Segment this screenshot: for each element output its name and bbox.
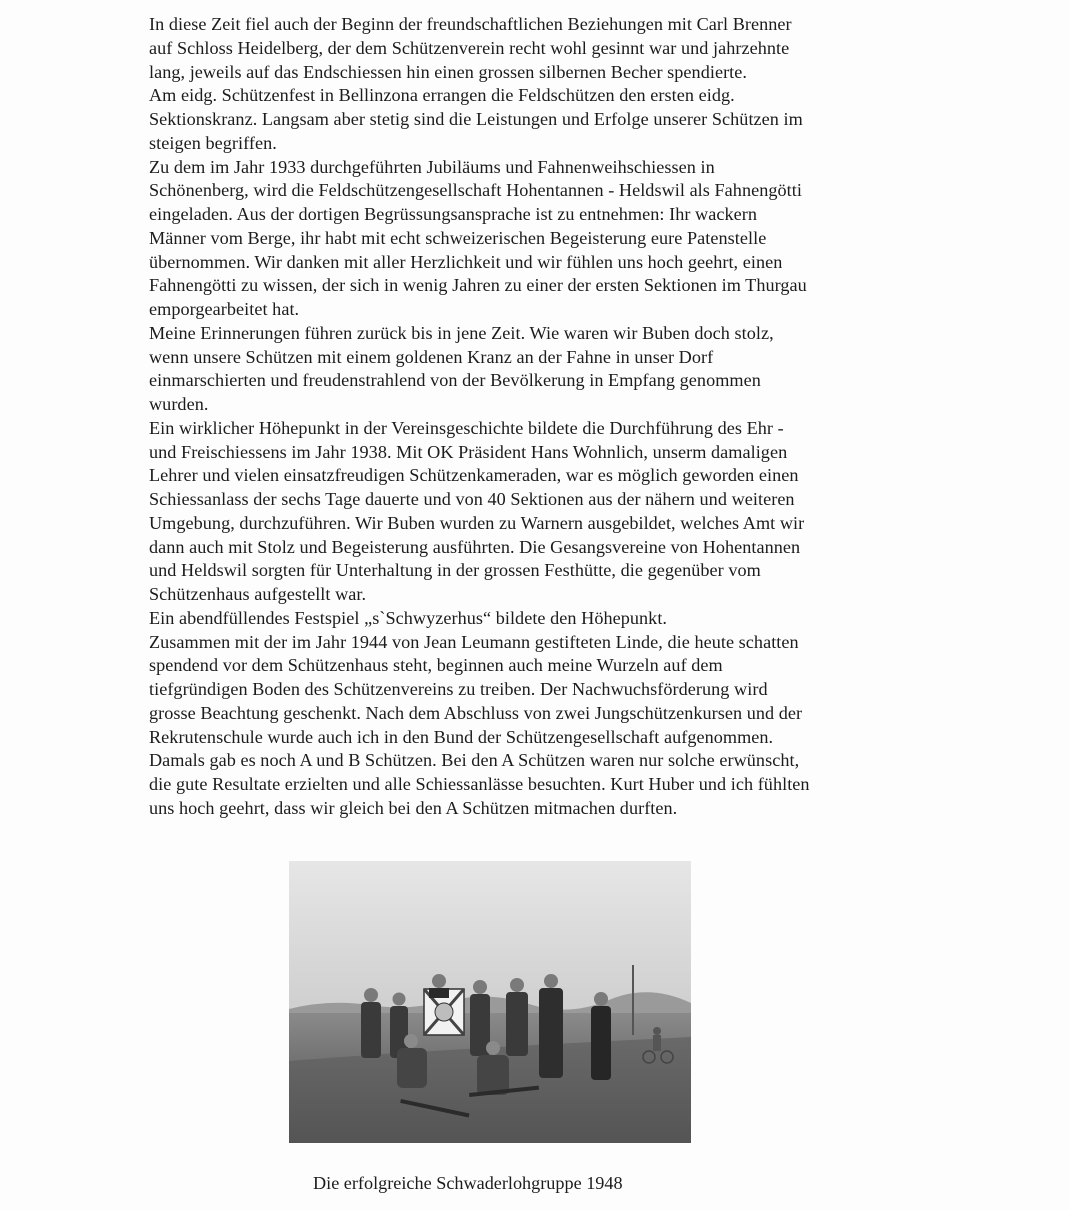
text-line: uns hoch geehrt, dass wir gleich bei den A Schützen mitmachen durften.	[149, 797, 678, 818]
text-line: Sektionskranz. Langsam aber stetig sind die Leistungen und Erfolge unserer Schützen im	[149, 109, 803, 129]
text-line: eingeladen. Aus der dortigen Begrüssungsansprache ist zu entnehmen: Ihr wackern	[149, 204, 757, 224]
photo-caption: Die erfolgreiche Schwaderlohgruppe 1948	[313, 1173, 623, 1193]
body-text	[149, 13, 929, 821]
text-line: steigen begriffen.	[149, 132, 277, 153]
text-line: dann auch mit Stolz und Begeisterung ausführten. Die Gesangsvereine von Hohentannen	[149, 536, 801, 557]
text-line: und Freischiessens im Jahr 1938. Mit OK Präsident Hans Wohnlich, unserm damaligen	[149, 441, 788, 462]
text-line: übernommen. Wir danken mit aller Herzlichkeit und wir fühlen uns hoch geehrt, einen	[149, 251, 783, 272]
text-line: Damals gab es noch A und B Schützen. Bei den A Schützen waren nur solche erwünscht,	[149, 750, 800, 771]
group-photo	[289, 861, 691, 1143]
text-line: emporgearbeitet hat.	[149, 299, 300, 319]
text-line: Lehrer und vielen einsatzfreudigen Schützenkameraden, war es möglich geworden einen	[149, 465, 799, 486]
text-line: spendend vor dem Schützenhaus steht, beginnen auch meine Wurzeln auf dem	[149, 655, 723, 676]
text-line: lang, jeweils auf das Endschiessen hin einen grossen silbernen Becher spendierte.	[149, 61, 747, 82]
text-line: Schönenberg, wird die Feldschützengesellschaft Hohentannen - Heldswil als Fahnengötti	[149, 180, 802, 201]
text-line: wurden.	[149, 394, 209, 414]
text-line: die gute Resultate erzielten und alle Schiessanlässe besuchten. Kurt Huber und ich fühlten	[149, 774, 810, 794]
text-line: Schützenhaus aufgestellt war.	[149, 584, 367, 604]
text-line: Schiessanlass der sechs Tage dauerte und von 40 Sektionen aus der nähern und weiteren	[149, 489, 795, 509]
text-line: Männer vom Berge, ihr habt mit echt schweizerischen Begeisterung eure Patenstelle	[149, 227, 767, 248]
text-line: Ein wirklicher Höhepunkt in der Vereinsgeschichte bildete die Durchführung des Ehr -	[149, 417, 784, 438]
text-line: und Heldswil sorgten für Unterhaltung in der grossen Festhütte, die gegenüber vom	[149, 560, 761, 581]
text-line: auf Schloss Heidelberg, der dem Schützenverein recht wohl gesinnt war und jahrzehnte	[149, 37, 790, 58]
text-line: Zusammen mit der im Jahr 1944 von Jean Leumann gestifteten Linde, die heute schatten	[149, 631, 799, 652]
text-line: Umgebung, durchzuführen. Wir Buben wurden zu Warnern ausgebildet, welches Amt wir	[149, 512, 805, 533]
text-line: Ein abendfüllendes Festspiel „s`Schwyzerhus“ bildete den Höhepunkt.	[149, 607, 668, 628]
text-line: wenn unsere Schützen mit einem goldenen Kranz an der Fahne in unser Dorf	[149, 346, 714, 367]
text-line: Zu dem im Jahr 1933 durchgeführten Jubiläums und Fahnenweihschiessen in	[149, 156, 715, 177]
text-line: tiefgründigen Boden des Schützenvereins zu treiben. Der Nachwuchsförderung wird	[149, 679, 768, 699]
text-line: Fahnengötti zu wissen, der sich in wenig Jahren zu einer der ersten Sektionen im Thurgau	[149, 275, 807, 296]
text-line: Rekrutenschule wurde auch ich in den Bund der Schützengesellschaft aufgenommen.	[149, 726, 774, 747]
text-line: grosse Beachtung geschenkt. Nach dem Abschluss von zwei Jungschützenkursen und der	[149, 702, 803, 723]
group-photo-illustration	[289, 861, 691, 1143]
text-line: Am eidg. Schützenfest in Bellinzona errangen die Feldschützen den ersten eidg.	[149, 85, 735, 106]
text-line: In diese Zeit fiel auch der Beginn der freundschaftlichen Beziehungen mit Carl Brenner	[149, 14, 792, 34]
text-line: Meine Erinnerungen führen zurück bis in jene Zeit. Wie waren wir Buben doch stolz,	[149, 322, 774, 343]
text-line: einmarschierten und freudenstrahlend von der Bevölkerung in Empfang genommen	[149, 370, 761, 391]
